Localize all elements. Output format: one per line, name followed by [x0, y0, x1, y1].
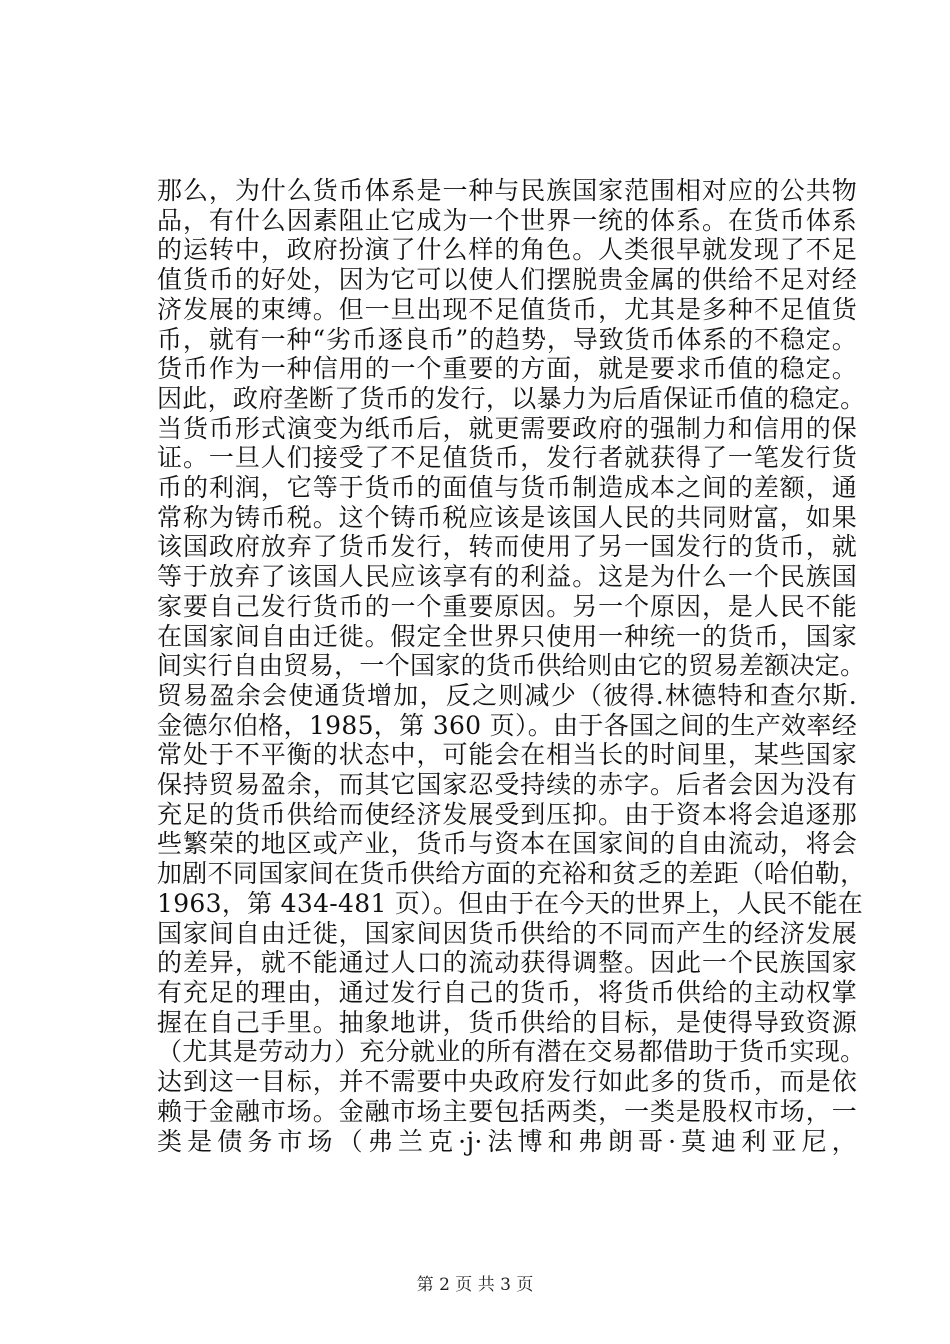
text-line: 常称为铸币税。这个铸币税应该是该国人民的共同财富，如果 — [157, 502, 857, 532]
text-line: 加剧不同国家间在货币供给方面的充裕和贫乏的差距（哈伯勒， — [157, 859, 866, 889]
text-line: 常处于不平衡的状态中，可能会在相当长的时间里，某些国家 — [157, 740, 857, 770]
text-line: 证。一旦人们接受了不足值货币，发行者就获得了一笔发行货 — [157, 443, 857, 473]
text-line: 达到这一目标，并不需要中央政府发行如此多的货币，而是依 — [157, 1067, 857, 1097]
text-line: 间实行自由贸易，一个国家的货币供给则由它的贸易差额决定。 — [157, 651, 866, 681]
text-line: 的差异，就不能通过人口的流动获得调整。因此一个民族国家 — [157, 948, 857, 978]
text-line: 1963，第 434-481 页）。但由于在今天的世界上，人民不能在 — [157, 888, 864, 918]
text-line: 该国政府放弃了货币发行，转而使用了另一国发行的货币，就 — [157, 532, 857, 562]
text-line: 握在自己手里。抽象地讲，货币供给的目标，是使得导致资源 — [157, 1007, 857, 1037]
text-line: 币，就有一种“劣币逐良币”的趋势，导致货币体系的不稳定。 — [157, 324, 857, 354]
body-paragraph — [157, 176, 866, 1156]
text-line: 那么，为什么货币体系是一种与民族国家范围相对应的公共物 — [157, 176, 857, 205]
text-line: 在国家间自由迁徙。假定全世界只使用一种统一的货币，国家 — [157, 621, 857, 651]
page-footer — [0, 1270, 950, 1295]
text-line: （尤其是劳动力）充分就业的所有潜在交易都借助于货币实现。 — [157, 1037, 866, 1067]
text-line: 济发展的束缚。但一旦出现不足值货币，尤其是多种不足值货 — [157, 294, 857, 324]
text-line: 国家间自由迁徙，国家间因货币供给的不同而产生的经济发展 — [157, 918, 857, 948]
text-line: 的运转中，政府扮演了什么样的角色。人类很早就发现了不足 — [157, 235, 857, 265]
text-line: 值货币的好处，因为它可以使人们摆脱贵金属的供给不足对经 — [157, 265, 857, 295]
page-number: 第 2 页 共 3 页 — [416, 1275, 534, 1295]
text-line: 些繁荣的地区或产业，货币与资本在国家间的自由流动，将会 — [157, 829, 857, 859]
text-line: 品，有什么因素阻止它成为一个世界一统的体系。在货币体系 — [157, 205, 857, 235]
text-line: 等于放弃了该国人民应该享有的利益。这是为什么一个民族国 — [157, 562, 857, 592]
text-line: 贸易盈余会使通货增加，反之则减少（彼得.林德特和查尔斯. — [157, 680, 857, 710]
text-line: 因此，政府垄断了货币的发行，以暴力为后盾保证币值的稳定。 — [157, 383, 866, 413]
text-line: 金德尔伯格，1985，第 360 页）。由于各国之间的生产效率经 — [157, 710, 857, 740]
text-line: 保持贸易盈余，而其它国家忍受持续的赤字。后者会因为没有 — [157, 770, 857, 800]
text-line: 家要自己发行货币的一个重要原因。另一个原因，是人民不能 — [157, 591, 857, 621]
text-line: 类是债务市场（弗兰克·j·法博和弗朗哥·莫迪利亚尼， — [157, 1126, 857, 1156]
text-line: 充足的货币供给而使经济发展受到压抑。由于资本将会追逐那 — [157, 799, 857, 829]
text-line: 当货币形式演变为纸币后，就更需要政府的强制力和信用的保 — [157, 413, 857, 443]
text-line: 有充足的理由，通过发行自己的货币，将货币供给的主动权掌 — [157, 977, 857, 1007]
text-line: 赖于金融市场。金融市场主要包括两类，一类是股权市场，一 — [157, 1096, 857, 1126]
text-line: 货币作为一种信用的一个重要的方面，就是要求币值的稳定。 — [157, 354, 857, 384]
text-line: 币的利润，它等于货币的面值与货币制造成本之间的差额，通 — [157, 473, 857, 503]
